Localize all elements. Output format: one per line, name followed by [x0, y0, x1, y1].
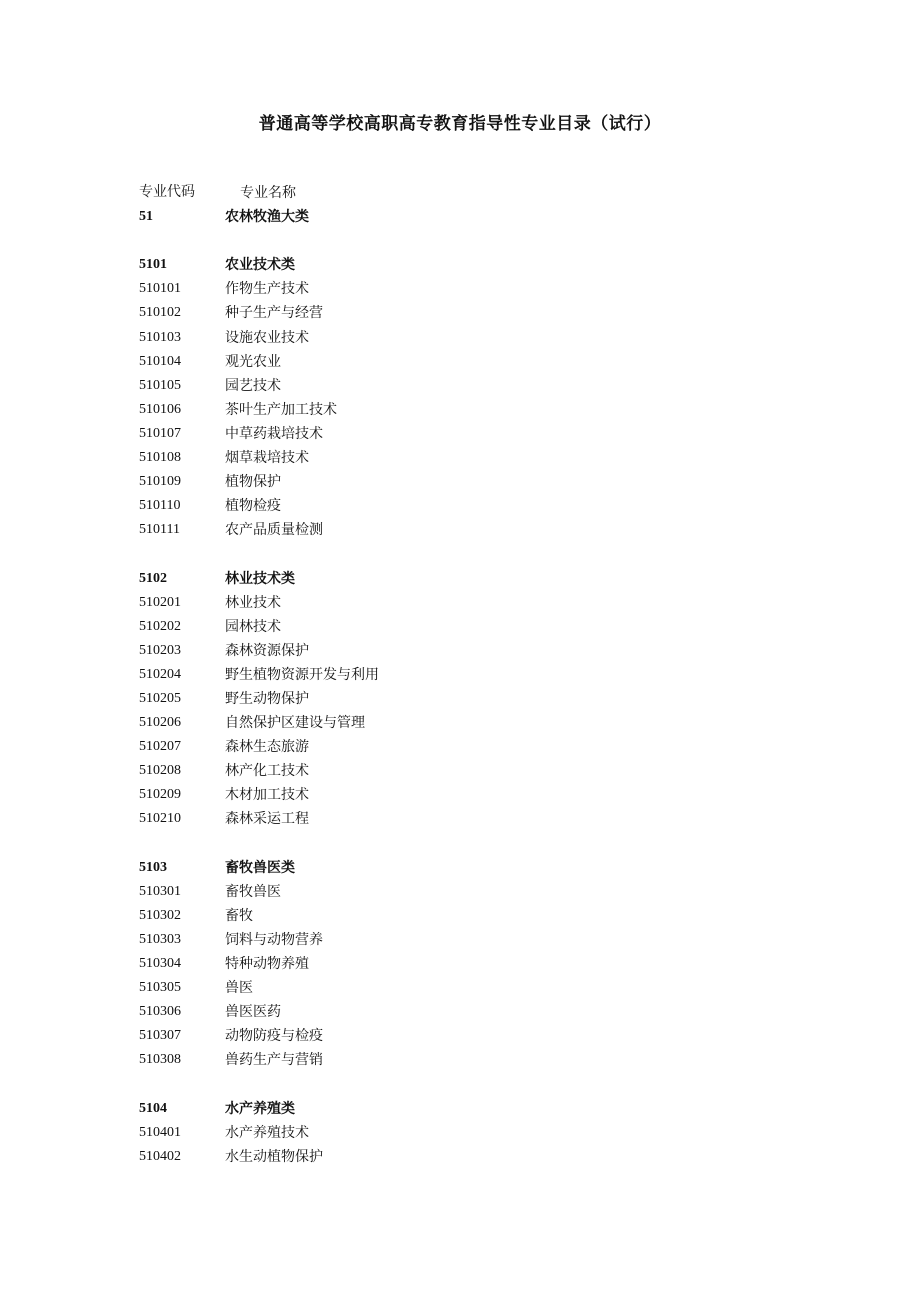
major-code: 510110	[139, 498, 181, 514]
major-code: 510106	[139, 401, 181, 417]
major-name: 林产化工技术	[225, 763, 309, 780]
major-name: 特种动物养殖	[225, 956, 309, 972]
major-code: 510109	[139, 474, 181, 490]
major-code: 510304	[139, 956, 181, 971]
major-name: 木材加工技术	[225, 787, 309, 804]
major-name: 设施农业技术	[225, 329, 309, 346]
major-name: 兽药生产与营销	[225, 1052, 323, 1069]
major-name: 畜牧兽医	[225, 883, 281, 900]
major-code: 51	[139, 209, 153, 225]
major-name: 水产养殖技术	[225, 1124, 309, 1141]
major-code: 510205	[139, 690, 181, 706]
major-name: 种子生产与经营	[225, 305, 323, 322]
major-code: 510207	[139, 739, 181, 755]
major-name: 森林采运工程	[225, 811, 309, 828]
major-code: 510105	[139, 377, 181, 393]
major-code: 5104	[139, 1100, 167, 1116]
major-name: 野生植物资源开发与利用	[225, 666, 379, 683]
major-name: 自然保护区建设与管理	[225, 715, 365, 732]
major-name: 饲料与动物营养	[225, 931, 323, 948]
major-code: 510303	[139, 931, 181, 947]
major-code: 510107	[139, 425, 181, 441]
major-code: 510102	[139, 305, 181, 321]
major-code: 510307	[139, 1028, 181, 1044]
major-code: 510301	[139, 883, 181, 899]
major-name: 园林技术	[225, 618, 281, 635]
major-name: 林业技术类	[225, 570, 295, 587]
major-name: 兽医	[225, 980, 253, 997]
major-code: 510208	[139, 763, 181, 779]
major-code: 5102	[139, 570, 167, 586]
code-column-header: 专业代码	[139, 185, 195, 200]
major-name: 烟草栽培技术	[225, 450, 309, 467]
major-name: 观光农业	[225, 353, 281, 370]
major-code: 5103	[139, 859, 167, 875]
major-name: 农林牧渔大类	[225, 209, 309, 226]
major-name: 园艺技术	[225, 377, 281, 394]
major-code: 510111	[139, 522, 180, 538]
major-code: 510209	[139, 787, 181, 803]
major-code: 5101	[139, 257, 167, 273]
major-code: 510401	[139, 1124, 181, 1140]
major-code: 510201	[139, 594, 181, 610]
major-name: 动物防疫与检疫	[225, 1028, 323, 1045]
major-name: 植物保护	[225, 474, 281, 491]
major-code: 510108	[139, 450, 181, 466]
major-name: 畜牧兽医类	[225, 859, 295, 876]
major-name: 作物生产技术	[225, 281, 309, 298]
major-code: 510104	[139, 353, 181, 369]
major-name: 中草药栽培技术	[225, 425, 323, 442]
major-name: 森林生态旅游	[225, 739, 309, 756]
major-code: 510402	[139, 1148, 181, 1164]
name-column-header: 专业名称	[240, 185, 296, 201]
major-name: 森林资源保护	[225, 642, 309, 659]
major-name: 农业技术类	[225, 257, 295, 274]
major-name: 水生动植物保护	[225, 1148, 323, 1165]
major-name: 植物检疫	[225, 498, 281, 515]
major-code: 510305	[139, 980, 181, 996]
major-code: 510204	[139, 666, 181, 682]
major-name: 兽医医药	[225, 1004, 281, 1021]
major-code: 510306	[139, 1004, 181, 1020]
major-name: 农产品质量检测	[225, 522, 323, 539]
major-name: 林业技术	[225, 594, 281, 611]
major-code: 510103	[139, 329, 181, 345]
major-name: 畜牧	[225, 907, 253, 924]
major-code: 510210	[139, 811, 181, 827]
page-title: 普通高等学校高职高专教育指导性专业目录（试行）	[258, 114, 662, 134]
major-code: 510202	[139, 618, 181, 634]
major-name: 野生动物保护	[225, 690, 309, 707]
major-code: 510308	[139, 1052, 181, 1068]
major-name: 水产养殖类	[225, 1100, 295, 1117]
major-code: 510203	[139, 642, 181, 658]
major-code: 510206	[139, 715, 181, 731]
major-name: 茶叶生产加工技术	[225, 401, 337, 418]
major-code: 510101	[139, 281, 181, 297]
major-code: 510302	[139, 907, 181, 923]
